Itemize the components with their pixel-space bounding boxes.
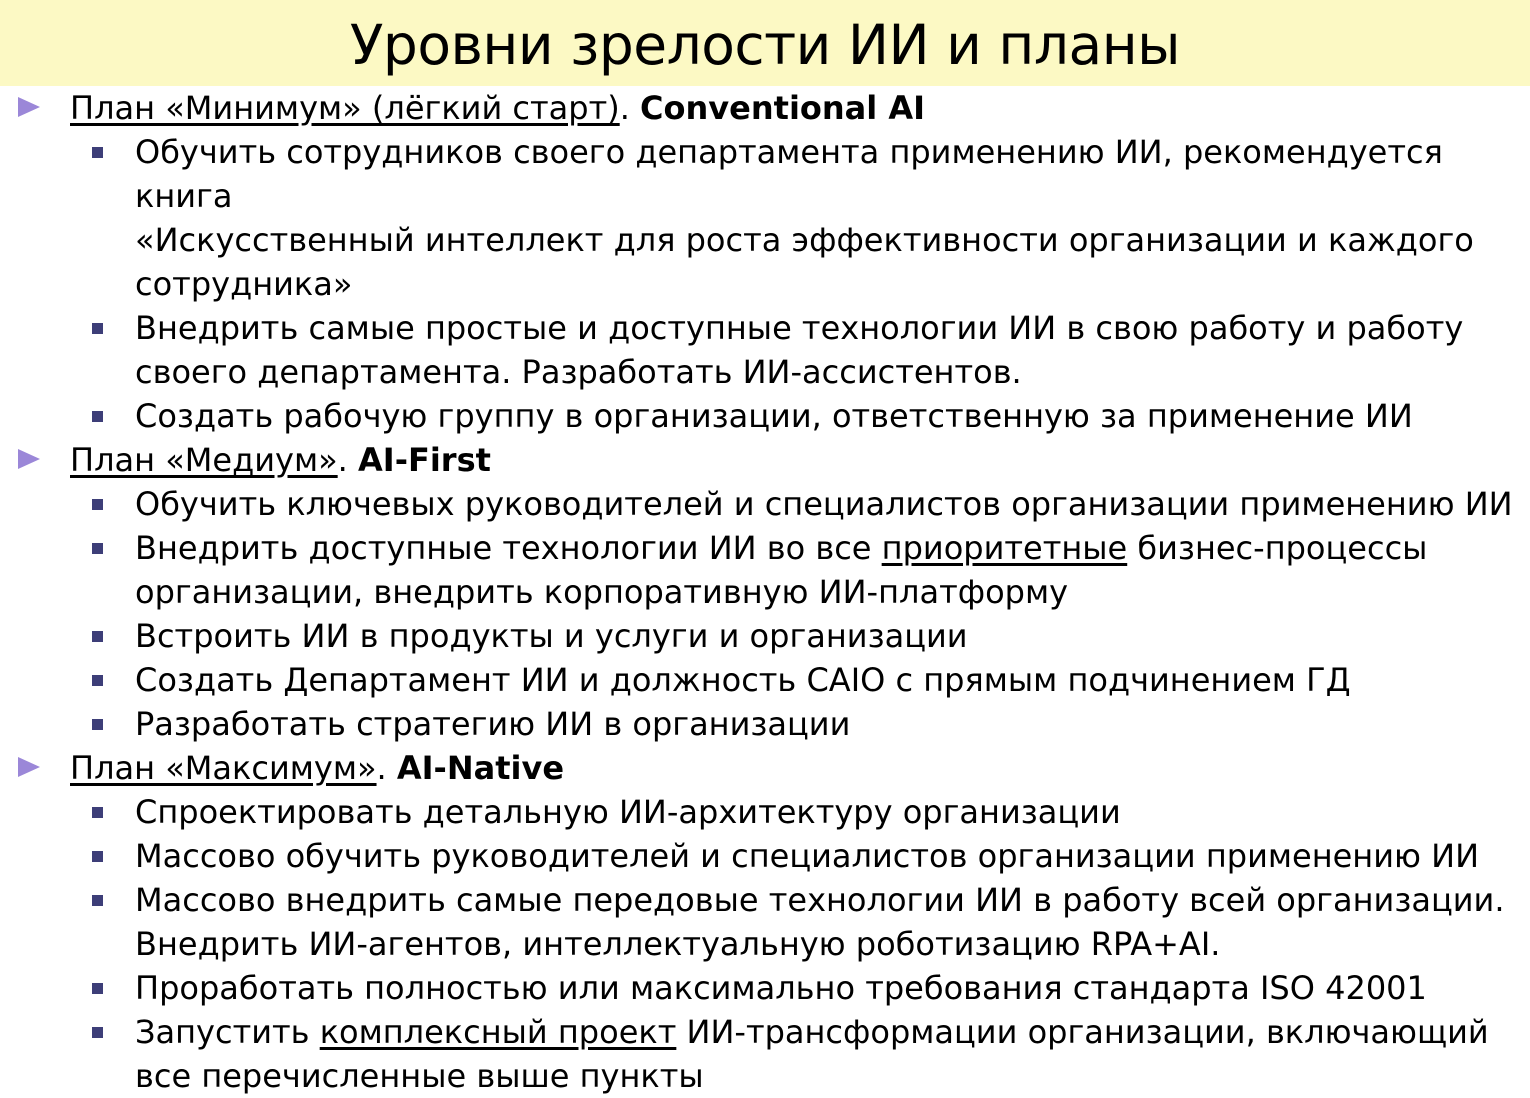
plan-code: Conventional AI	[640, 89, 926, 127]
list-item	[0, 658, 1530, 702]
plan-medium	[0, 438, 1530, 746]
slide-title: Уровни зрелости ИИ и планы	[349, 13, 1181, 77]
item-line: организации, внедрить корпоративную ИИ-платформу	[135, 573, 1069, 611]
list-item	[0, 878, 1530, 966]
plan-items	[0, 790, 1530, 1098]
square-bullet-icon	[92, 719, 103, 730]
item-text: ИИ-трансформации организации, включающий	[686, 1013, 1489, 1051]
plan-heading	[0, 86, 1530, 130]
item-line: Встроить ИИ в продукты и услуги и организации	[135, 617, 968, 655]
square-bullet-icon	[92, 543, 103, 554]
square-bullet-icon	[92, 631, 103, 642]
item-line: Обучить ключевых руководителей и специалистов организации применению ИИ	[135, 485, 1513, 523]
item-line: Внедрить самые простые и доступные технологии ИИ в свою работу и работу	[135, 309, 1464, 347]
square-bullet-icon	[92, 499, 103, 510]
item-line: Внедрить ИИ-агентов, интеллектуальную роботизацию RPA+AI.	[135, 925, 1221, 963]
list-item	[0, 790, 1530, 834]
item-line: Разработать стратегию ИИ в организации	[135, 705, 851, 743]
item-line: сотрудника»	[135, 265, 353, 303]
list-item	[0, 702, 1530, 746]
item-line: Массово обучить руководителей и специалистов организации применению ИИ	[135, 837, 1479, 875]
square-bullet-icon	[92, 851, 103, 862]
item-line: Спроектировать детальную ИИ-архитектуру организации	[135, 793, 1121, 831]
list-item	[0, 834, 1530, 878]
plan-name: План «Минимум» (лёгкий старт)	[70, 89, 620, 127]
plan-separator: .	[619, 89, 630, 127]
square-bullet-icon	[92, 675, 103, 686]
item-line: Массово внедрить самые передовые технологии ИИ в работу всей организации.	[135, 881, 1505, 919]
list-item	[0, 394, 1530, 438]
item-line: Обучить сотрудников своего департамента применению ИИ, рекомендуется книга	[135, 133, 1443, 215]
plan-items	[0, 130, 1530, 438]
square-bullet-icon	[92, 1027, 103, 1038]
plan-minimum	[0, 86, 1530, 438]
item-line: «Искусственный интеллект для роста эффективности организации и каждого	[135, 221, 1474, 259]
square-bullet-icon	[92, 147, 103, 158]
triangle-bullet-icon	[18, 757, 40, 777]
plan-separator: .	[376, 749, 387, 787]
underlined-text: приоритетные	[881, 529, 1128, 567]
square-bullet-icon	[92, 895, 103, 906]
square-bullet-icon	[92, 411, 103, 422]
slide-content	[0, 86, 1530, 1098]
list-item	[0, 614, 1530, 658]
plan-name: План «Медиум»	[70, 441, 338, 479]
plan-separator: .	[337, 441, 348, 479]
list-item	[0, 482, 1530, 526]
square-bullet-icon	[92, 323, 103, 334]
plan-code: AI-Native	[396, 749, 565, 787]
plan-code: AI-First	[358, 441, 491, 479]
plan-heading	[0, 438, 1530, 482]
item-line: Проработать полностью или максимально требования стандарта ISO 42001	[135, 969, 1427, 1007]
square-bullet-icon	[92, 807, 103, 818]
list-item	[0, 130, 1530, 306]
triangle-bullet-icon	[18, 449, 40, 469]
item-line: Создать Департамент ИИ и должность CAIO с прямым подчинением ГД	[135, 661, 1351, 699]
item-text: Внедрить доступные технологии ИИ во все	[135, 529, 872, 567]
list-item	[0, 1010, 1530, 1098]
plan-heading	[0, 746, 1530, 790]
plan-items	[0, 482, 1530, 746]
plan-maximum	[0, 746, 1530, 1098]
underlined-text: комплексный проект	[319, 1013, 677, 1051]
triangle-bullet-icon	[18, 97, 40, 117]
plan-name: План «Максимум»	[70, 749, 377, 787]
list-item	[0, 526, 1530, 614]
item-text: Запустить	[135, 1013, 310, 1051]
item-line: своего департамента. Разработать ИИ-ассистентов.	[135, 353, 1022, 391]
list-item	[0, 966, 1530, 1010]
item-line: Создать рабочую группу в организации, ответственную за применение ИИ	[135, 397, 1413, 435]
square-bullet-icon	[92, 983, 103, 994]
item-line: все перечисленные выше пункты	[135, 1057, 704, 1095]
list-item	[0, 306, 1530, 394]
item-text: бизнес-процессы	[1137, 529, 1428, 567]
